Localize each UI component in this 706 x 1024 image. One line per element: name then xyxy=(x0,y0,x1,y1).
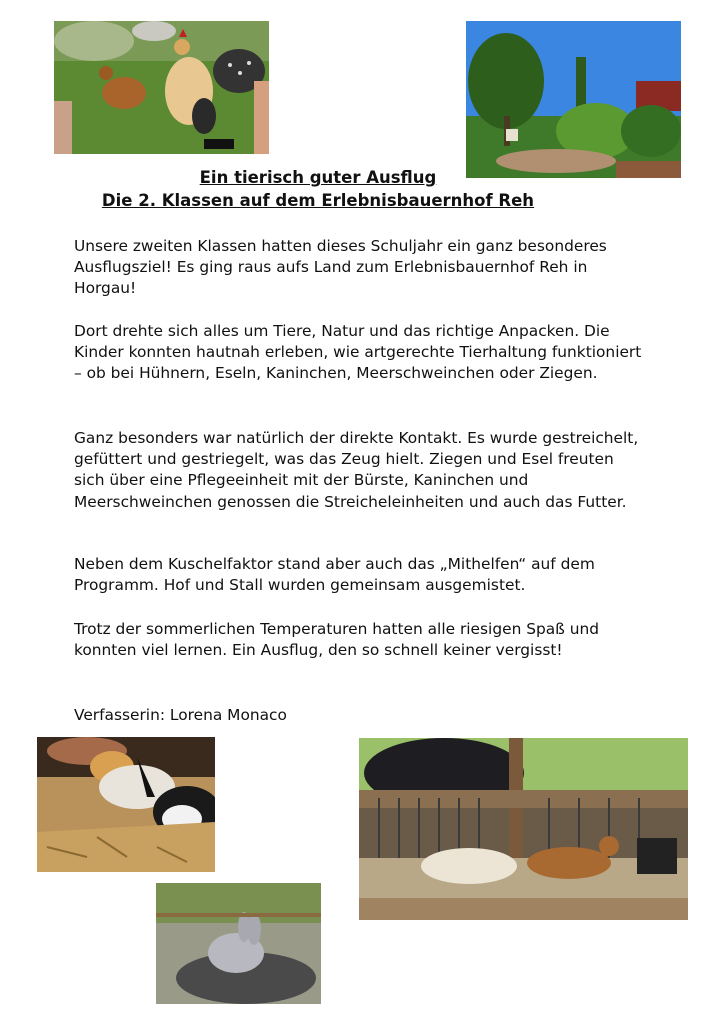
chickens-photo xyxy=(54,21,269,154)
article-title-line-2: Die 2. Klassen auf dem Erlebnisbauernhof Reh xyxy=(101,191,535,210)
paragraph-1: Unsere zweiten Klassen hatten dieses Schuljahr ein ganz besonderes Ausflugsziel! Es ging raus aufs Land zum Erlebnisbauernhof Reh in Horgau! xyxy=(74,237,607,298)
paragraph-5: Trotz der sommerlichen Temperaturen hatten alle riesigen Spaß und konnten viel lernen. Ein Ausflug, den so schnell keiner vergisst! xyxy=(74,620,600,660)
paragraph-3: Ganz besonders war natürlich der direkte Kontakt. Es wurde gestreichelt, gefüttert und gestriegelt, was das Zeug hielt. Ziegen und Esel freuten sich über eine Pflegeeinheit mit der Bürste, Kaninchen und Meerschweinchen genossen die Streicheleinheiten und auch das Futter. xyxy=(74,429,639,511)
article-title-line-1: Ein tierisch guter Ausflug xyxy=(199,168,437,187)
paragraph-4: Neben dem Kuschelfaktor stand aber auch das „Mithelfen“ auf dem Programm. Hof und Stall wurden gemeinsam ausgemistet. xyxy=(74,555,595,595)
farm-garden-photo xyxy=(466,21,681,178)
goats-photo xyxy=(359,738,688,920)
rabbit-photo xyxy=(156,883,321,1004)
guinea-pigs-photo xyxy=(37,737,215,872)
paragraph-2: Dort drehte sich alles um Tiere, Natur und das richtige Anpacken. Die Kinder konnten hautnah erleben, wie artgerechte Tierhaltung funktioniert – ob bei Hühnern, Eseln, Kaninchen, Meerschweinchen oder Ziegen. xyxy=(74,322,642,383)
author-line: Verfasserin: Lorena Monaco xyxy=(74,706,287,724)
